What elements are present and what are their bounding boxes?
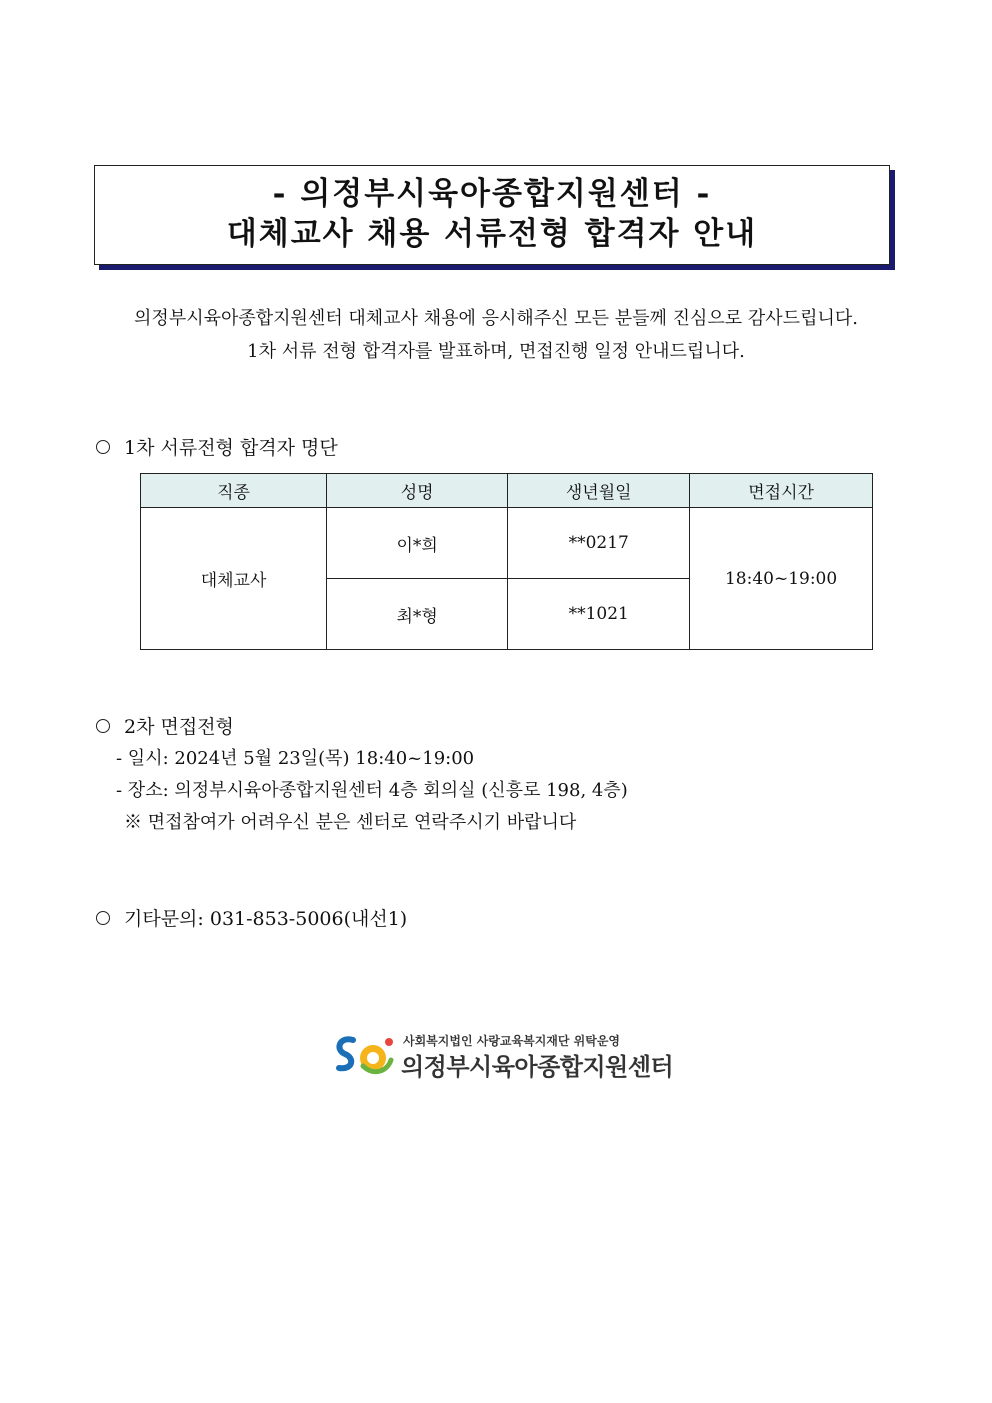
title-box [94,165,890,265]
section3-heading [96,904,407,931]
table-cell-name: 최*형 [327,579,508,650]
section2-heading [96,712,234,739]
table-header-row [141,474,873,508]
table-cell-birth: **0217 [508,508,690,579]
circle-bullet-icon [96,719,110,733]
result-table [140,473,873,650]
center-logo [333,1030,674,1081]
section1-heading [96,433,338,460]
table-header-time: 면접시간 [690,474,873,508]
intro-text [0,302,992,368]
intro-line-2: 1차 서류 전형 합격자를 발표하며, 면접진행 일정 안내드립니다. [247,341,745,362]
interview-date: - 일시: 2024년 5월 23일(목) 18:40~19:00 [116,748,475,769]
section2-heading-text: 2차 면접전형 [124,716,234,738]
table-cell-time: 18:40~19:00 [690,508,873,650]
contact-info: 기타문의: 031-853-5006(내선1) [124,908,408,930]
interview-place: - 장소: 의정부시육아종합지원센터 4층 회의실 (신흥로 198, 4층) [116,780,628,801]
circle-bullet-icon [96,911,110,925]
table-row [141,508,873,579]
title-line-2: 대체교사 채용 서류전형 합격자 안내 [226,216,758,252]
intro-line-1: 의정부시육아종합지원센터 대체교사 채용에 응시해주신 모든 분들께 진심으로 감사드립니다. [134,308,858,329]
section1-heading-text: 1차 서류전형 합격자 명단 [124,437,338,459]
title-line-1: - 의정부시육아종합지원센터 - [272,176,712,212]
circle-bullet-icon [96,440,110,454]
table-cell-birth: **1021 [508,579,690,650]
table-header-birth: 생년월일 [508,474,690,508]
logo-name: 의정부시육아종합지원센터 [401,1053,674,1081]
center-logo-icon [333,1030,399,1078]
table-cell-job: 대체교사 [141,508,327,650]
logo-subtitle: 사회복지법인 사랑교육복지재단 위탁운영 [403,1034,621,1048]
table-header-job: 직종 [141,474,327,508]
interview-note: ※ 면접참여가 어려우신 분은 센터로 연락주시기 바랍니다 [124,812,577,833]
table-header-name: 성명 [327,474,508,508]
table-cell-name: 이*희 [327,508,508,579]
